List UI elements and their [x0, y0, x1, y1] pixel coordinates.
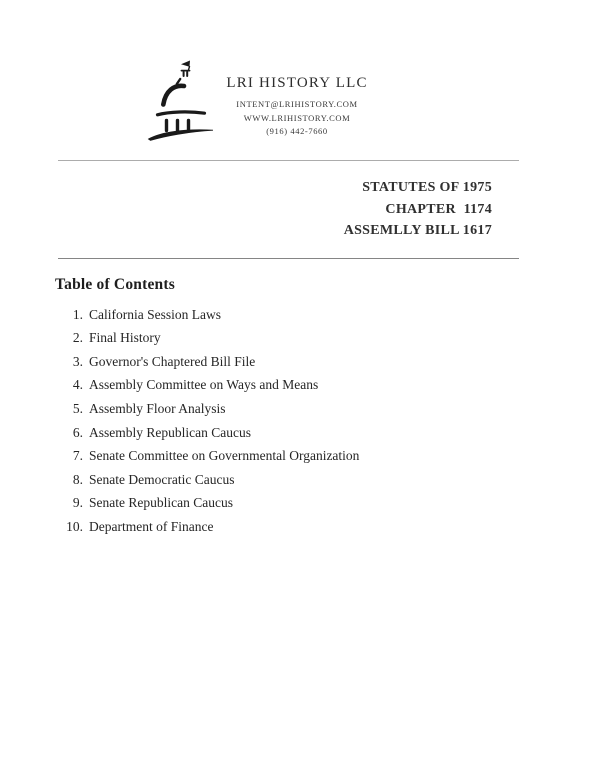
item-label: Assembly Committee on Ways and Means: [89, 377, 319, 393]
item-label: Governor's Chaptered Bill File: [89, 353, 256, 369]
item-label: Assembly Republican Caucus: [89, 424, 251, 440]
item-number: 8.: [72, 471, 83, 487]
chapter-line: CHAPTER 1174: [385, 201, 492, 217]
item-label: Senate Republican Caucus: [89, 495, 233, 511]
item-number: 7.: [72, 448, 83, 464]
item-label: Senate Committee on Governmental Organization: [89, 448, 360, 464]
toc-item: [55, 327, 359, 351]
item-number: 2.: [72, 330, 83, 346]
item-number: 10.: [66, 518, 83, 534]
company-name: LRI HISTORY LLC: [226, 75, 368, 91]
toc-item: [55, 397, 359, 421]
item-number: 9.: [72, 495, 83, 511]
contact-website: WWW.LRIHISTORY.COM: [243, 112, 351, 123]
toc-list: [55, 303, 359, 538]
top-divider: [58, 160, 519, 161]
toc-item: [55, 444, 359, 468]
item-label: Assembly Floor Analysis: [89, 400, 226, 416]
statutes-line: STATUTES OF 1975: [362, 180, 492, 195]
item-number: 1.: [72, 306, 83, 322]
contact-email: INTENT@LRIHISTORY.COM: [236, 99, 358, 109]
toc-item: [55, 374, 359, 398]
item-number: 5.: [72, 400, 83, 416]
item-label: Final History: [89, 330, 161, 346]
item-label: Senate Democratic Caucus: [89, 471, 235, 487]
toc-item: [55, 421, 359, 445]
item-label: California Session Laws: [89, 306, 221, 322]
toc-item: [55, 515, 359, 539]
toc-item: [55, 468, 359, 492]
contact-phone: (916) 442-7660: [266, 126, 328, 137]
company-header: [197, 74, 397, 139]
bill-line: ASSEMLLY BILL 1617: [343, 223, 492, 239]
item-number: 4.: [72, 377, 83, 393]
item-label: Department of Finance: [89, 518, 214, 534]
toc-item: [55, 303, 359, 327]
item-number: 6.: [72, 424, 83, 440]
statute-reference-block: [344, 177, 492, 242]
toc-title: Table of Contents: [55, 276, 175, 293]
toc-item: [55, 491, 359, 515]
item-number: 3.: [72, 353, 83, 369]
bottom-divider: [58, 258, 519, 259]
toc-item: [55, 350, 359, 374]
